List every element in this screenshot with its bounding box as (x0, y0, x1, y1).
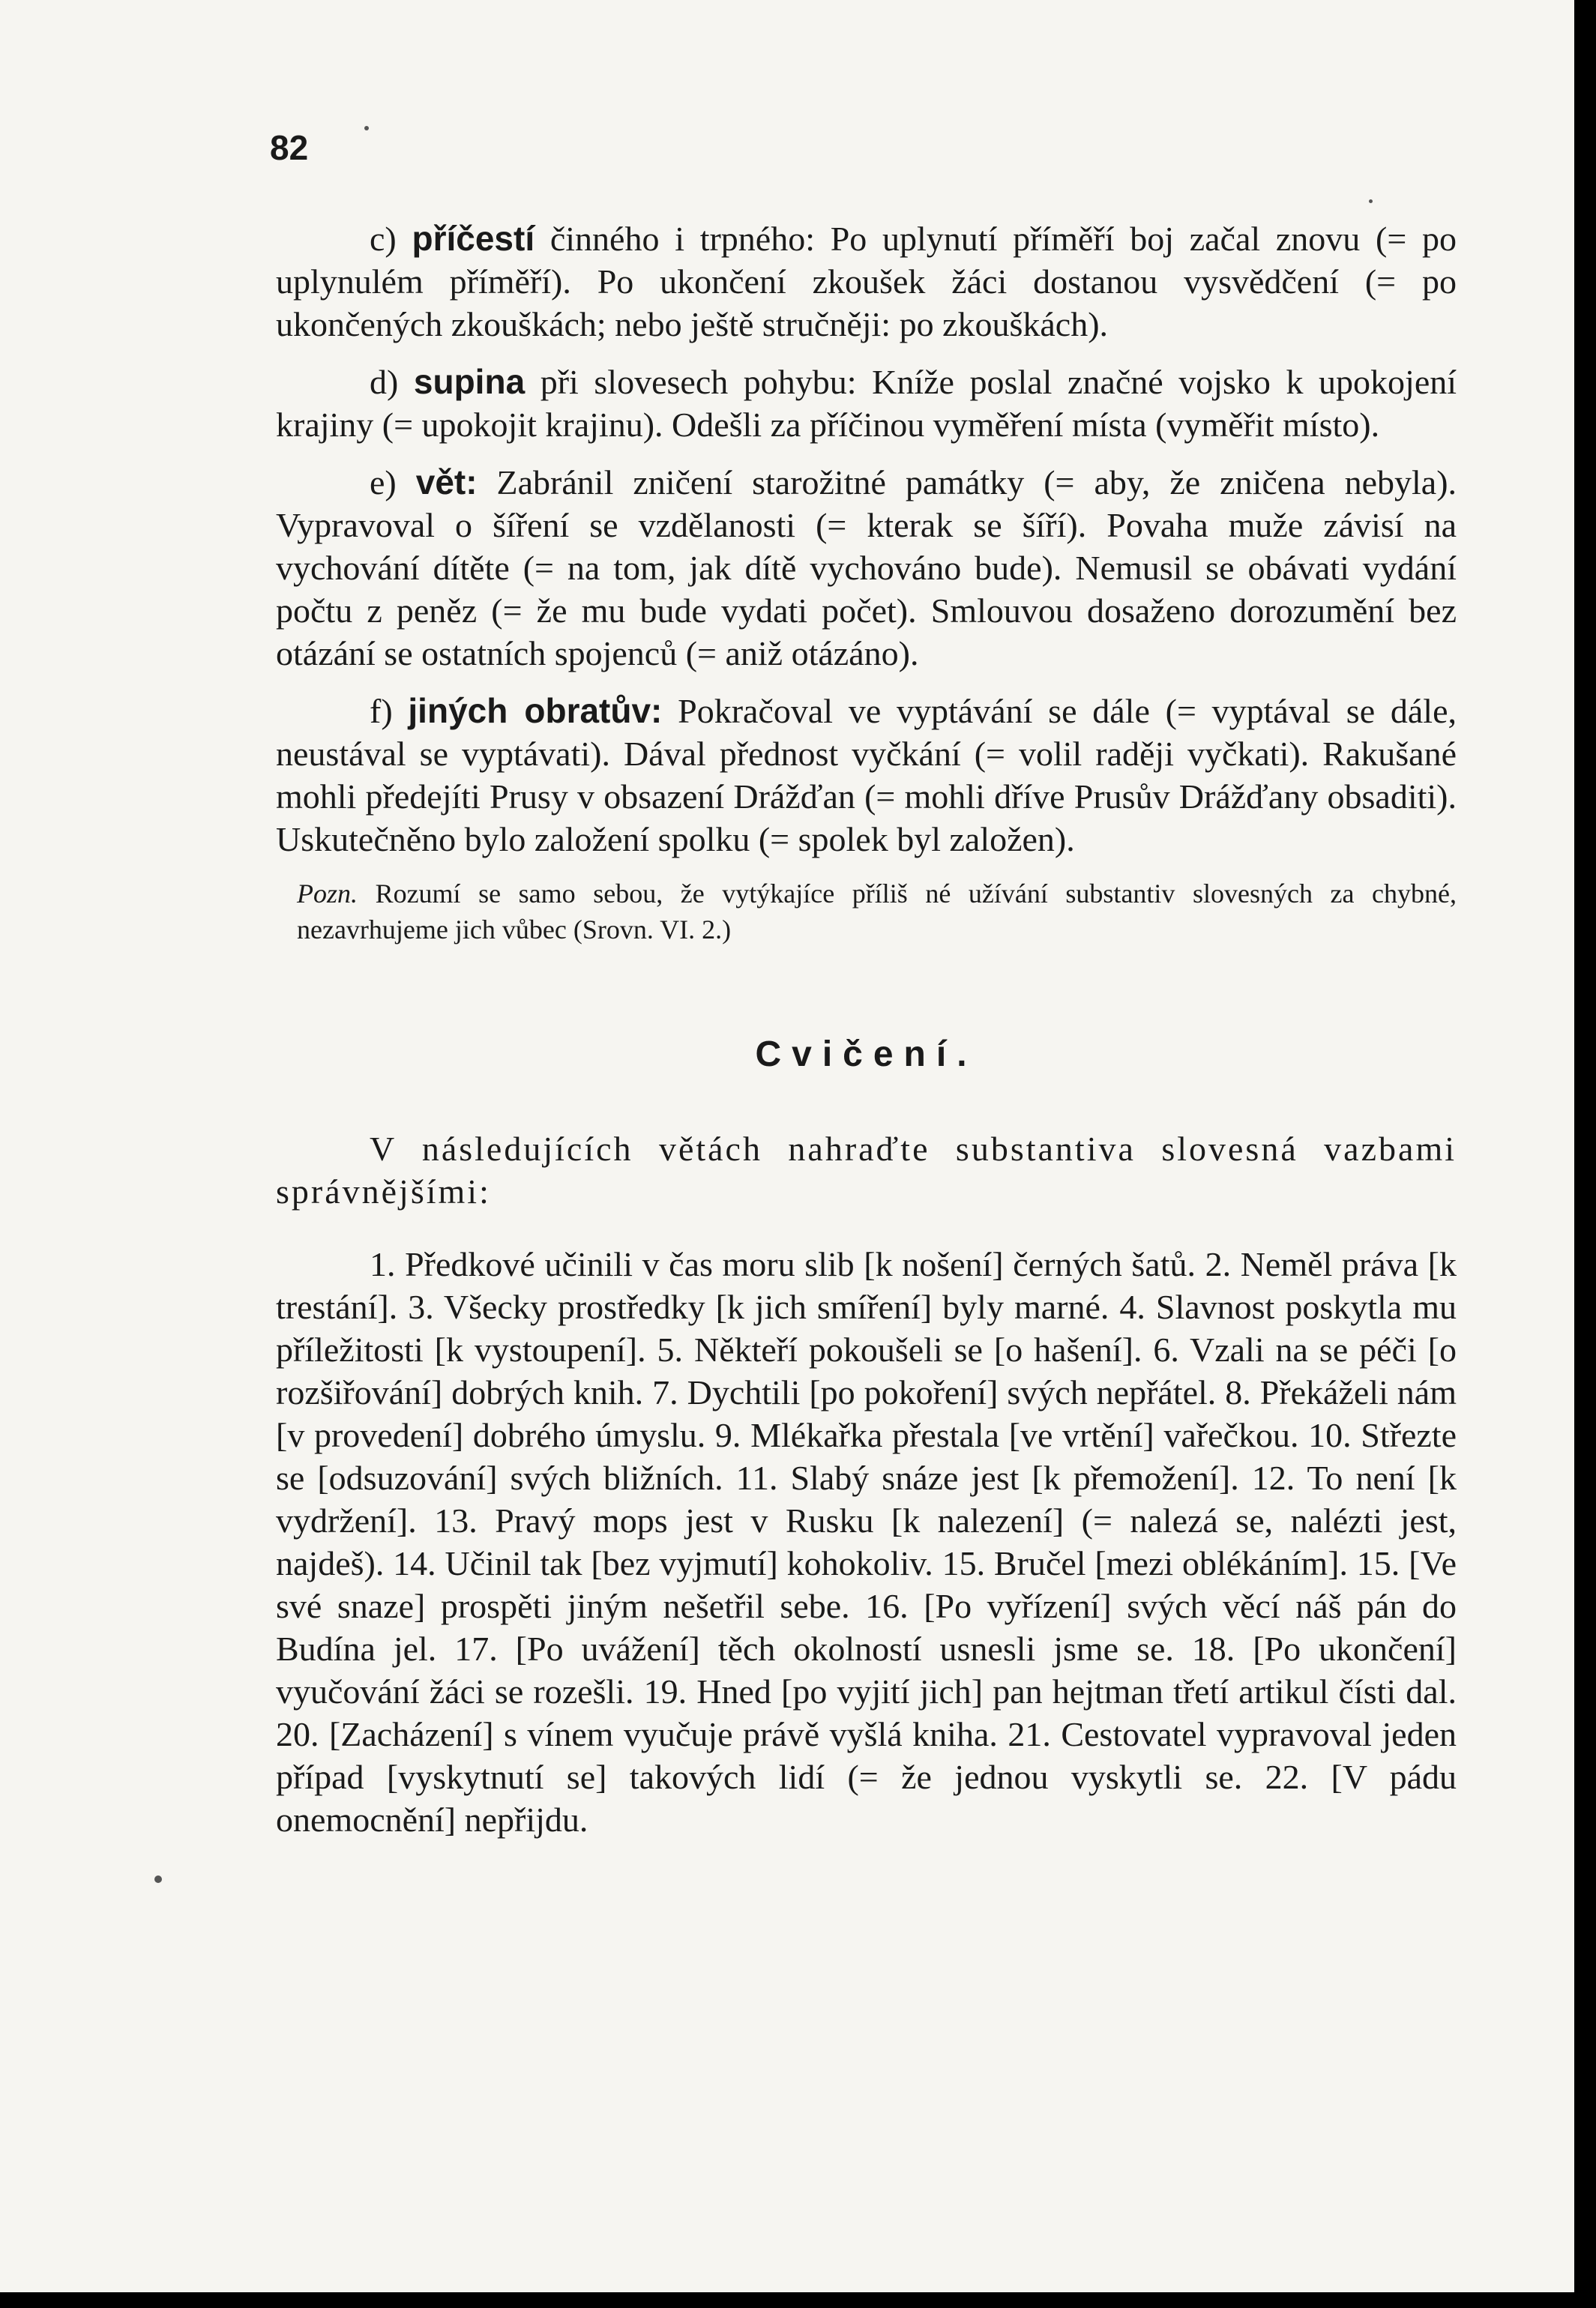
paragraph-term: jiných obratův: (408, 691, 663, 730)
footnote (276, 876, 1457, 947)
paragraph-term: příčestí (412, 219, 535, 258)
footnote-text: Rozumí se samo sebou, že vytýkajíce příliš né užívání substantiv slovesných za chybné, nezavrhujeme jich vůbec (Srovn. VI. 2.) (297, 879, 1457, 944)
scan-speck (1369, 199, 1373, 203)
scan-speck (154, 1875, 162, 1883)
paragraph-d (276, 361, 1457, 446)
scan-speck (364, 126, 369, 130)
paragraph-marker: d) (370, 363, 399, 401)
section-heading: Cvičení. (755, 1034, 978, 1074)
paragraph-marker: f) (370, 692, 393, 730)
paragraph-e (276, 461, 1457, 675)
paragraph-text: činného i trpného: Po uplynutí příměří boj začal znovu (= po uplynulém příměří). Po ukončení zkoušek žáci dostanou vysvědčení (= po ukončených zkouškách; nebo ještě stručněji: po zkouškách). (276, 220, 1457, 343)
exercise-instruction: V následujících větách nahraďte substantiva slovesná vazbami správnějšími: (276, 1130, 1457, 1211)
paragraph-text: Zabránil zničení starožitné památky (= aby, že zničena nebyla). Vypravoval o šíření se vzdělanosti (= kterak se šíří). Povaha muže závisí na vychování dítěte (= na tom, jak dítě vychováno bude). Nemusil se obávati vydání počtu z peněz (= že mu bude vydati počet). Smlouvou dosaženo dorozumění bez otázání se ostatních spojenců (= aniž otázáno). (276, 463, 1457, 672)
page-body (276, 217, 1457, 1841)
paragraph-term: vět: (415, 462, 478, 501)
paragraph-term: supina (413, 362, 526, 401)
paragraph-c (276, 217, 1457, 346)
exercise-list: 1. Předkové učinili v čas moru slib [k nošení] černých šatů. 2. Neměl práva [k trestání]. 3. Všecky prostředky [k jich smíření] byly marné. 4. Slavnost poskytla mu příležitosti [k vystoupení]. 5. Někteří pokoušeli se [o hašení]. 6. Vzali na se péči [o rozšiřování] dobrých knih. 7. Dychtili [po pokoření] svých nepřátel. 8. Překáželi nám [v provedení] dobrého úmyslu. 9. Mlékařka přestala [ve vrtění] vařečkou. 10. Střezte se [odsuzování] svých bližních. 11. Slabý snáze jest [k přemožení]. 12. To není [k vydržení]. 13. Pravý mops jest v Rusku [k nalezení] (= nalezá se, nalézti jest, najdeš). 14. Učinil tak [bez vyjmutí] kohokoliv. 15. Bručel [mezi oblékáním]. 15. [Ve své snaze] prospěti jiným nešetřil sebe. 16. [Po vyřízení] svých věcí náš pán do Budína jel. 17. [Po uvážení] těch okolností usnesli jsme se. 18. [Po ukončení] vyučování žáci se rozešli. 19. Hned [po vyjití jich] pan hejtman třetí artikul čísti dal. 20. [Zacházení] s vínem vyučuje právě vyšlá kniha. 21. Cestovatel vypravoval jeden případ [vyskytnutí se] takových lidí (= že jednou vyskytli se. 22. [V pádu onemocnění] nepřijdu. (276, 1245, 1457, 1839)
paragraph-f (276, 690, 1457, 861)
paragraph-marker: e) (370, 463, 397, 501)
paragraph-marker: c) (370, 220, 397, 258)
footnote-label: Pozn. (297, 879, 358, 909)
paragraph-text: při slovesech pohybu: Kníže poslal značné vojsko k upokojení krajiny (= upokojit krajinu). Odešli za příčinou vyměření místa (vyměřit místo). (276, 363, 1457, 444)
page-number: 82 (270, 128, 309, 167)
paragraph-text: Pokračoval ve vyptávání se dále (= vyptával se dále, neustával se vyptávati). Dával přednost vyčkání (= volil raději vyčkati). Rakušané mohli předejíti Prusy v obsazení Drážďan (= mohli dříve Prusův Drážďany obsaditi). Uskutečněno bylo založení spolku (= spolek byl založen). (276, 692, 1457, 858)
